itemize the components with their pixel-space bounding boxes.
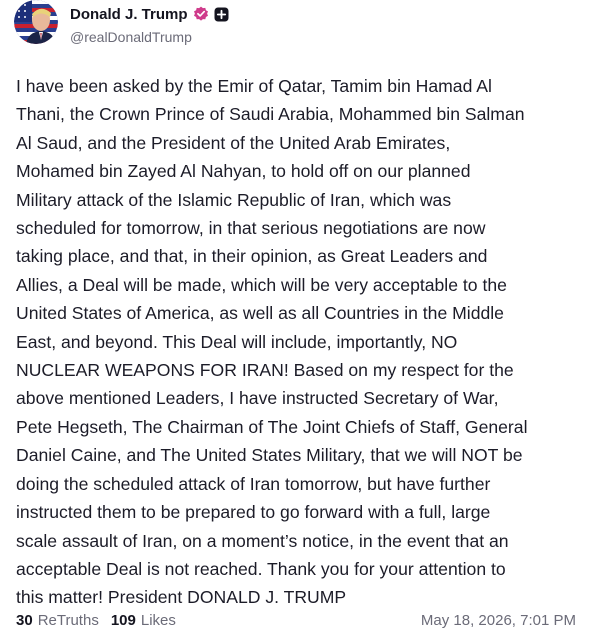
post-line: scale assault of Iran, on a moment’s notice, in the event that an: [16, 530, 509, 551]
post-line: Thani, the Crown Prince of Saudi Arabia, Mohammed bin Salman: [16, 104, 525, 125]
post-line: doing the scheduled attack of Iran tomorrow, but have further: [16, 473, 491, 494]
post-line: this matter! President DONALD J. TRUMP: [16, 587, 347, 608]
post-footer: [16, 609, 576, 631]
verified-badge-icon: [193, 6, 209, 22]
post-timestamp[interactable]: May 18, 2026, 7:01 PM: [420, 611, 576, 629]
post-line: NUCLEAR WEAPONS FOR IRAN! Based on my respect for the: [16, 360, 514, 381]
post-line: Al Saud, and the President of the United Arab Emirates,: [16, 132, 451, 153]
post-line: acceptable Deal is not reached. Thank you for your attention to: [16, 558, 506, 579]
avatar[interactable]: [14, 0, 58, 44]
retruths-count: 30: [16, 611, 33, 629]
post-header: [14, 0, 229, 48]
post-line: instructed them to be prepared to go forward with a full, large: [16, 502, 491, 523]
post-line: scheduled for tomorrow, in that serious negotiations are now: [16, 218, 486, 239]
post-line: Military attack of the Islamic Republic of Iran, which was: [16, 189, 452, 210]
post-line: Daniel Caine, and The United States Military, that we will NOT be: [16, 445, 523, 466]
post-line: I have been asked by the Emir of Qatar, Tamim bin Hamad Al: [16, 76, 492, 96]
user-handle[interactable]: @realDonaldTrump: [70, 29, 192, 45]
post-stats: [16, 612, 188, 629]
post-body: [16, 72, 576, 612]
likes-count: 109: [110, 611, 136, 629]
name-row: [70, 4, 229, 24]
post-line: Mohamed bin Zayed Al Nahyan, to hold off on our planned: [16, 161, 471, 182]
post-line: Allies, a Deal will be made, which will be very acceptable to the: [16, 274, 507, 295]
post-line: United States of America, as well as all Countries in the Middle: [16, 303, 504, 324]
retruths-stat[interactable]: [16, 612, 99, 629]
post-line: taking place, and that, in their opinion, as Great Leaders and: [16, 246, 488, 267]
likes-label: Likes: [140, 611, 176, 629]
post-line: Pete Hegseth, The Chairman of The Joint Chiefs of Staff, General: [16, 416, 528, 437]
likes-stat[interactable]: [111, 612, 176, 629]
avatar-image: [14, 0, 58, 44]
plus-badge-icon: [214, 7, 229, 22]
display-name[interactable]: Donald J. Trump: [70, 5, 188, 23]
post-line: above mentioned Leaders, I have instructed Secretary of War,: [16, 388, 499, 409]
retruths-label: ReTruths: [37, 611, 99, 629]
post-line: East, and beyond. This Deal will include, importantly, NO: [16, 331, 458, 352]
author-block: [70, 4, 229, 45]
